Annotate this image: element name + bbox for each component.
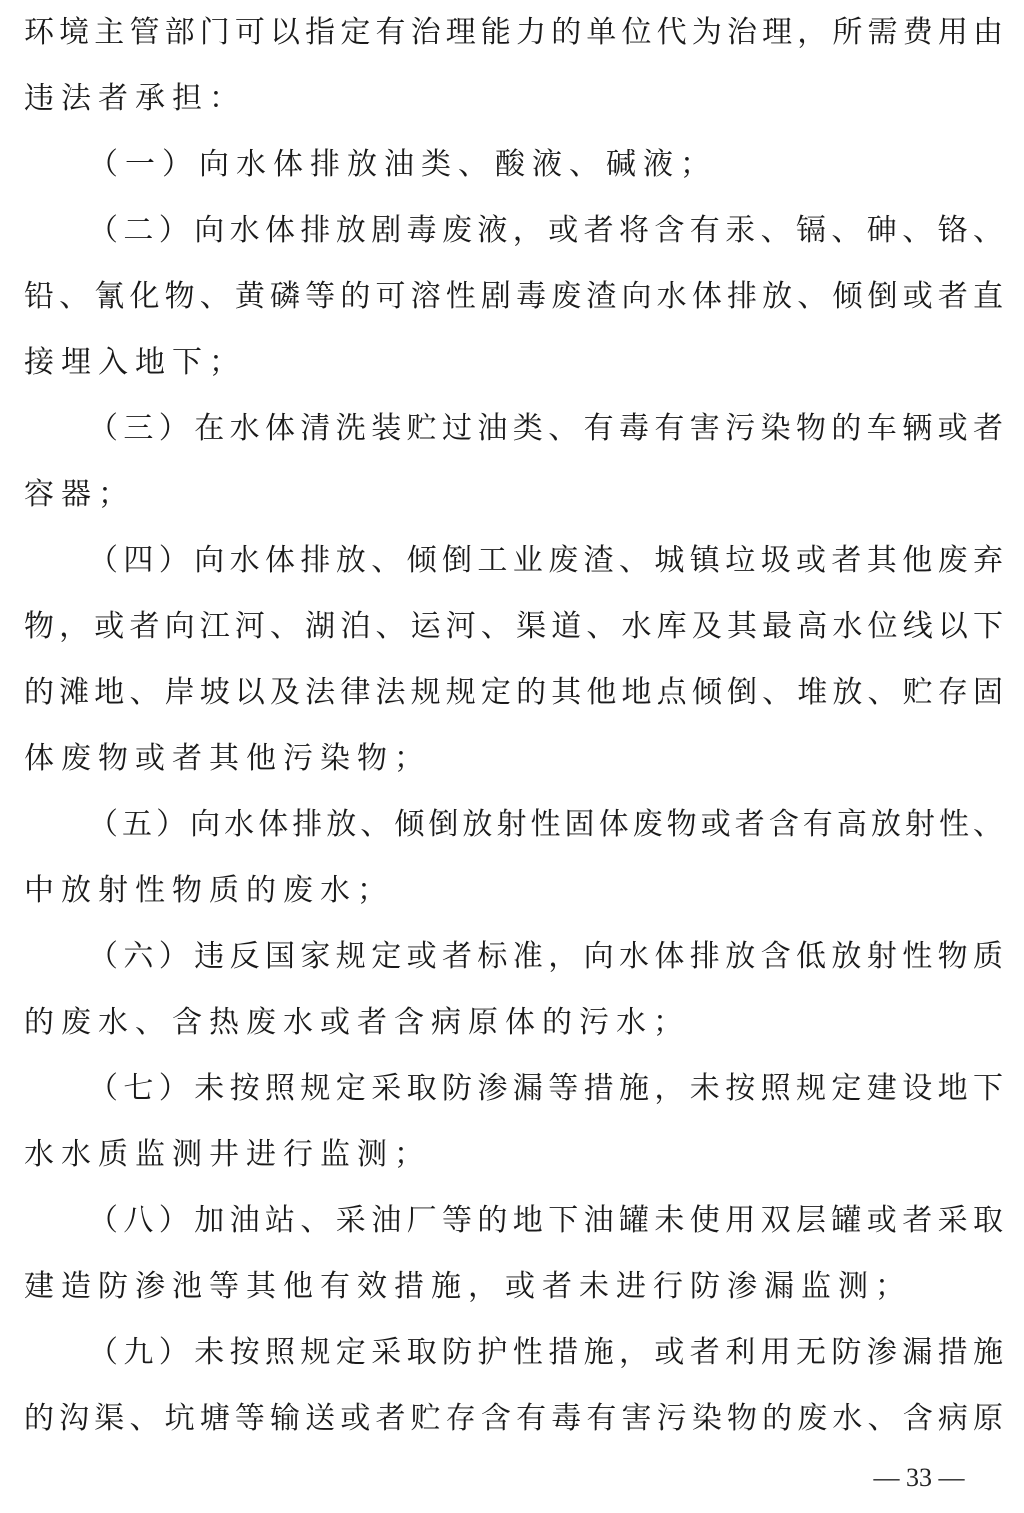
text-line: 中放射性物质的废水；	[24, 873, 394, 908]
page-number: — 33 —	[873, 1463, 965, 1492]
text-line: 环境主管部门可以指定有治理能力的单位代为治理，所需费用由	[24, 15, 1004, 50]
text-line: 铅、氰化物、黄磷等的可溶性剧毒废渣向水体排放、倾倒或者直	[24, 279, 1004, 314]
text-line: 的沟渠、坑塘等输送或者贮存含有毒有害污染物的废水、含病原	[24, 1401, 1004, 1436]
body-text	[24, 0, 1004, 1452]
text-line: （一）向水体排放油类、酸液、碱液；	[88, 147, 717, 182]
text-line: 接埋入地下；	[24, 345, 246, 380]
text-line: （八）加油站、采油厂等的地下油罐未使用双层罐或者采取	[88, 1203, 1004, 1238]
text-line: （三）在水体清洗装贮过油类、有毒有害污染物的车辆或者	[88, 411, 1004, 446]
text-line: （九）未按照规定采取防护性措施，或者利用无防渗漏措施	[88, 1335, 1004, 1370]
text-line: （四）向水体排放、倾倒工业废渣、城镇垃圾或者其他废弃	[88, 543, 1004, 578]
text-line: 的滩地、岸坡以及法律法规规定的其他地点倾倒、堆放、贮存固	[24, 675, 1004, 710]
text-line: 建造防渗池等其他有效措施，或者未进行防渗漏监测；	[24, 1269, 912, 1304]
text-line: （五）向水体排放、倾倒放射性固体废物或者含有高放射性、	[88, 807, 1004, 842]
text-line: 物，或者向江河、湖泊、运河、渠道、水库及其最高水位线以下	[24, 609, 1004, 644]
text-line: 的废水、含热废水或者含病原体的污水；	[24, 1005, 690, 1040]
text-line: 违法者承担：	[24, 81, 246, 116]
text-line: （六）违反国家规定或者标准，向水体排放含低放射性物质	[88, 939, 1004, 974]
text-line: （七）未按照规定采取防渗漏等措施，未按照规定建设地下	[88, 1071, 1004, 1106]
text-line: 水水质监测井进行监测；	[24, 1137, 431, 1172]
text-line: 体废物或者其他污染物；	[24, 741, 431, 776]
text-line: （二）向水体排放剧毒废液，或者将含有汞、镉、砷、铬、	[88, 213, 1004, 248]
text-line: 容器；	[24, 477, 135, 512]
